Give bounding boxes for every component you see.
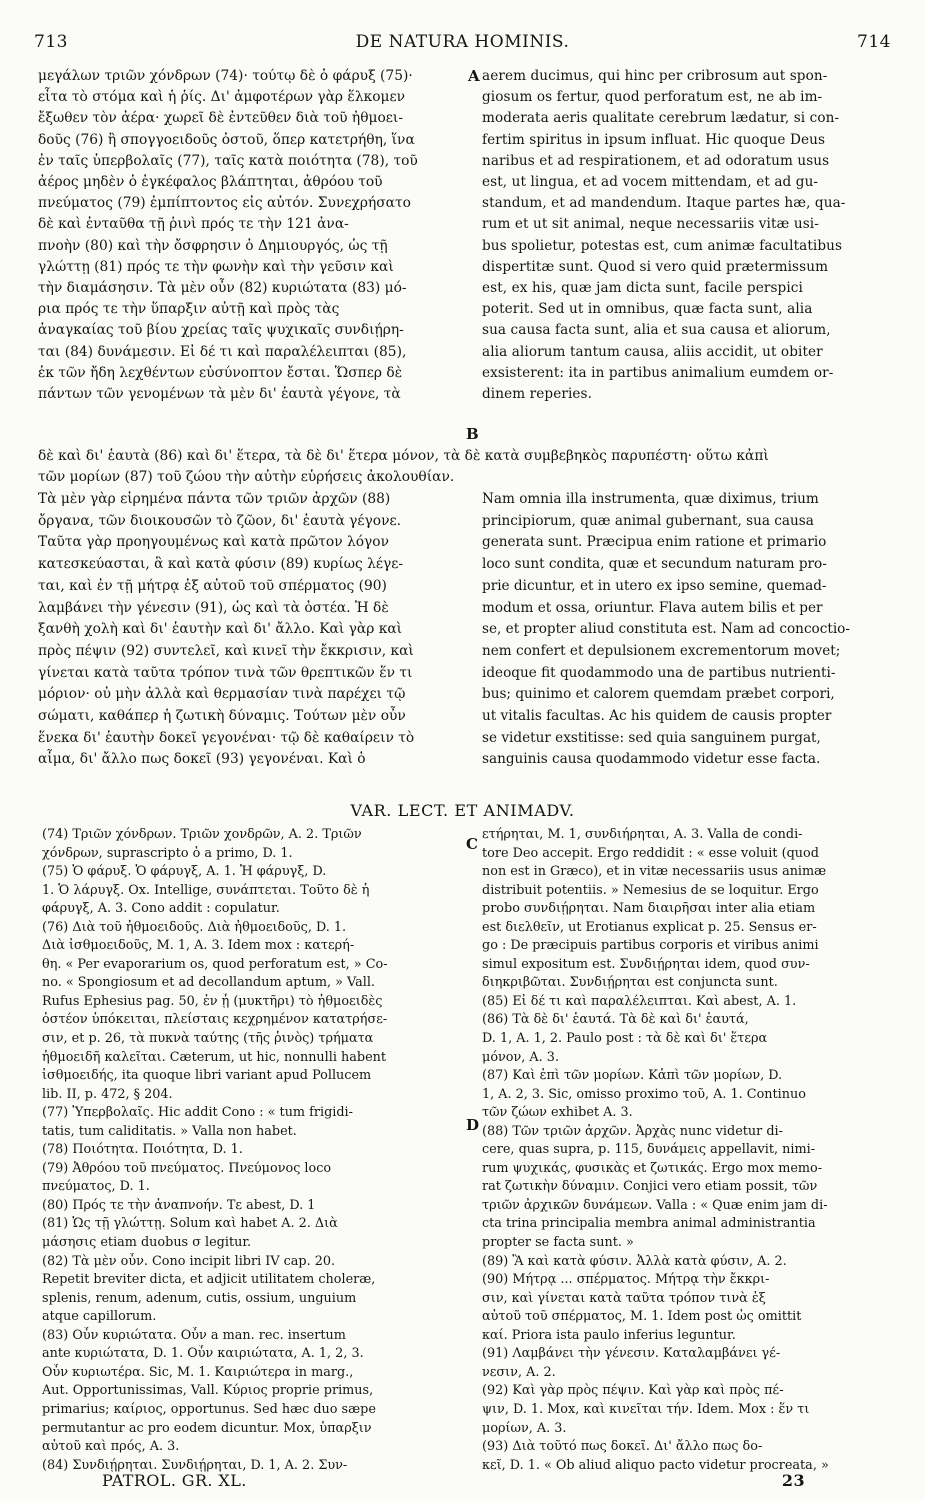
text-line: standum, et ad mandendum. Itaque partes hæ, qua- bbox=[482, 195, 846, 212]
latin-column-bottom bbox=[482, 489, 894, 771]
text-line: principiorum, quæ animal gubernant, sua causa bbox=[482, 512, 814, 529]
text-line: Ταῦτα γὰρ προηγουμένως καὶ κατὰ πρῶτον λόγον bbox=[38, 534, 389, 551]
text-line: tatis, tum caliditatis. » Valla non habet. bbox=[42, 1123, 297, 1139]
text-line: ται, καὶ ἐν τῇ μήτρᾳ ἐξ αὐτοῦ τοῦ σπέρματος (90) bbox=[38, 577, 387, 594]
text-line: loco sunt condita, quæ et secundum naturam pro- bbox=[482, 556, 827, 573]
text-line: γλώττῃ (81) πρός τε τὴν φωνὴν καὶ τὴν γεῦσιν καὶ bbox=[38, 258, 394, 275]
text-line: χόνδρων, suprascripto ὁ a primo, D. 1. bbox=[42, 845, 293, 861]
margin-letter-b: B bbox=[466, 425, 479, 443]
text-line: generata sunt. Præcipua enim ratione et primario bbox=[482, 534, 827, 551]
text-line: ἕνεκα δι' ἑαυτὴν δοκεῖ γεγονέναι· τῷ δὲ καθαίρειν τὸ bbox=[38, 729, 415, 746]
text-line: (91) Λαμβάνει τὴν γένεσιν. Καταλαμβάνει γέ- bbox=[482, 1346, 781, 1362]
text-line: bus; quinimo et calorem quemdam præbet corpori, bbox=[482, 686, 835, 703]
text-line: (86) Τὰ δὲ δι' ἑαυτά. Τὰ δὲ καὶ δι' ἑαυτά, bbox=[482, 1012, 749, 1028]
text-line: αἷμα, δι' ἄλλο πως δοκεῖ (93) γεγονέναι. Καὶ ὁ bbox=[38, 751, 366, 768]
latin-column-top bbox=[482, 66, 894, 405]
page-number-right: 714 bbox=[857, 32, 891, 52]
text-line: est διελθεῖν, ut Erotianus explicat p. 25. Sensus er- bbox=[482, 919, 817, 935]
greek-full-width-text bbox=[38, 446, 894, 488]
page-number-left: 713 bbox=[34, 32, 68, 52]
text-line: Οὖν κυριωτέρα. Sic, M. 1. Καιριώτερα in marg., bbox=[42, 1364, 354, 1380]
notes-column-left bbox=[42, 826, 462, 1475]
text-line: μεγάλων τριῶν χόνδρων (74)· τούτῳ δὲ ὁ φάρυξ (75)· bbox=[38, 68, 413, 84]
greek-column-bottom bbox=[38, 489, 468, 771]
text-line: est, ex his, quæ jam dicta sunt, facile perspici bbox=[482, 280, 803, 297]
text-line: ἐκ τῶν ἤδη λεχθέντων εὐσύνοπτον ἔσται. Ὥσπερ δὲ bbox=[38, 364, 403, 381]
text-line: ideoque fit quodammodo una de partibus nutrienti- bbox=[482, 664, 836, 681]
text-line: (87) Καὶ ἐπὶ τῶν μορίων. Κἀπὶ τῶν μορίων, D. bbox=[482, 1068, 783, 1084]
text-line: τὴν διαμάσησιν. Τὰ μὲν οὖν (82) κυριώτατα (83) μό- bbox=[38, 280, 407, 297]
text-line: καί. Priora ista paulo inferius leguntur. bbox=[482, 1327, 736, 1343]
text-line: (82) Τὰ μὲν οὖν. Cono incipit libri IV cap. 20. bbox=[42, 1253, 336, 1269]
text-line: μάσησις etiam duobus σ legitur. bbox=[42, 1235, 252, 1251]
text-line: simul expositum est. Συνδιῄρηται idem, quod συν- bbox=[482, 956, 810, 972]
text-line: αὐτοῦ τοῦ σπέρματος, M. 1. Idem post ὡς omittit bbox=[482, 1309, 802, 1325]
text-line: (76) Διὰ τοῦ ἠθμοειδοῦς. Διὰ ἠθμοειδοῦς, D. 1. bbox=[42, 919, 347, 935]
text-line: moderata aeris qualitate cerebrum lædatur, si con- bbox=[482, 110, 840, 127]
page-footer bbox=[34, 1471, 891, 1495]
text-line: δοῦς (76) ἢ σπογγοειδοῦς ὀστοῦ, ὅπερ κατετρήθη, ἵνα bbox=[38, 131, 415, 148]
text-line: (77) Ὑπερβολαῖς. Hic addit Cono : « tum frigidi- bbox=[42, 1105, 353, 1121]
text-line: sua causa facta sunt, alia et sua causa et aliorum, bbox=[482, 322, 831, 339]
text-line: πνοὴν (80) καὶ τὴν ὄσφρησιν ὁ Δημιουργός, ὡς τῇ bbox=[38, 237, 388, 254]
text-line: est, ut lingua, et ad vocem mittendam, et ad gu- bbox=[482, 174, 819, 191]
text-line: ut vitalis facultas. Ac his quidem de causis propter bbox=[482, 708, 832, 725]
text-line: φάρυγξ, A. 3. Cono addit : copulatur. bbox=[42, 901, 280, 917]
text-line: non est in Græco), et in vitæ necessariis usus animæ bbox=[482, 864, 827, 880]
page-header bbox=[34, 32, 891, 58]
text-line: lib. II, p. 472, § 204. bbox=[42, 1086, 173, 1102]
text-line: ἔξωθεν τὸν ἀέρα· χωρεῖ δὲ ἐντεῦθεν διὰ τοῦ ἠθμοει- bbox=[38, 110, 403, 127]
text-line: (80) Πρός τε τὴν ἀναπνοήν. Τε abest, D. 1 bbox=[42, 1197, 316, 1213]
text-line: no. « Spongiosum et ad decollandum aptum, » Vall. bbox=[42, 975, 375, 991]
text-line: dinem reperies. bbox=[482, 386, 593, 403]
text-line: go : De præcipuis partibus corporis et viribus animi bbox=[482, 938, 819, 954]
text-line: κατεσκεύασται, ἃ καὶ κατὰ φύσιν (89) κυρίως λέγε- bbox=[38, 556, 404, 573]
text-line: τριῶν ἀρχικῶν δυνάμεων. Valla : « Quæ enim jam di- bbox=[482, 1197, 828, 1213]
text-line: Τὰ μὲν γὰρ εἰρημένα πάντα τῶν τριῶν ἀρχῶν (88) bbox=[38, 491, 391, 507]
text-line: ante κυριώτατα, D. 1. Οὖν καιριώτατα, A. 1, 2, 3. bbox=[42, 1346, 364, 1362]
text-line: τῶν μορίων (87) τοῦ ζώου τὴν αὐτὴν εὑρήσεις ἀκολουθίαν. bbox=[38, 469, 455, 486]
text-line: ρια πρός τε τὴν ὕπαρξιν αὐτῇ καὶ πρὸς τὰς bbox=[38, 301, 340, 318]
text-line: πρὸς πέψιν (92) συντελεῖ, καὶ κινεῖ τὴν ἔκκρισιν, καὶ bbox=[38, 642, 414, 659]
text-line: μόνον, A. 3. bbox=[482, 1049, 560, 1065]
text-line: διηκριβῶται. Συνδιῄρηται est conjuncta sunt. bbox=[482, 975, 778, 991]
text-line: sanguinis causa quodammodo videtur esse facta. bbox=[482, 751, 821, 768]
text-line: distribuit potentiis. » Nemesius de se loquitur. Ergo bbox=[482, 882, 819, 898]
text-line: ἀναγκαίας τοῦ βίου χρείας ταῖς ψυχικαῖς συνδιῄρη- bbox=[38, 322, 404, 339]
text-line: ὄργανα, τῶν διοικουσῶν τὸ ζῶον, δι' ἑαυτὰ γέγονε. bbox=[38, 512, 402, 529]
text-line: alia aliorum tantum causa, aliis accidit, ut obiter bbox=[482, 343, 823, 360]
text-line: nem confert et depulsionem excrementorum movet; bbox=[482, 642, 841, 659]
text-line: θη. « Per evaporarium os, quod perforatum est, » Co- bbox=[42, 956, 388, 972]
text-line: rum ψυχικάς, φυσικὰς et ζωτικάς. Ergo mox memo- bbox=[482, 1160, 823, 1176]
text-line: (79) Ἀθρόου τοῦ πνεύματος. Πνεύμονος loco bbox=[42, 1160, 332, 1176]
text-line: primarius; καίριος, opportunus. Sed hæc duo sæpe bbox=[42, 1401, 376, 1417]
signature-number: 23 bbox=[781, 1471, 805, 1490]
text-line: (90) Μήτρᾳ ... σπέρματος. Μήτρᾳ τὴν ἔκκρι- bbox=[482, 1272, 770, 1288]
notes-heading: VAR. LECT. ET ANIMADV. bbox=[350, 801, 575, 820]
text-line: (92) Καὶ γὰρ πρὸς πέψιν. Καὶ γὰρ καὶ πρὸς πέ- bbox=[482, 1383, 784, 1399]
text-line: (88) Τῶν τριῶν ἀρχῶν. Ἀρχὰς nunc videtur di- bbox=[482, 1123, 783, 1139]
text-line: poterit. Sed ut in omnibus, quæ facta sunt, alia bbox=[482, 301, 813, 318]
text-line: exsisterent: ita in partibus animalium eumdem or- bbox=[482, 364, 834, 381]
text-line: μορίων, A. 3. bbox=[482, 1420, 567, 1436]
text-line: πνεύματος, D. 1. bbox=[42, 1179, 150, 1195]
text-line: (84) Συνδιῄρηται. Συνδιῄρηται, D. 1, A. 2. Συν- bbox=[42, 1457, 348, 1473]
text-line: Nam omnia illa instrumenta, quæ diximus, trium bbox=[482, 491, 819, 507]
text-line: ἠθμοειδῆ καλεῖται. Cæterum, ut hic, nonnulli habent bbox=[42, 1049, 387, 1065]
text-line: 1, A. 2, 3. Sic, omisso proximo τοῦ, A. 1. Continuo bbox=[482, 1086, 806, 1102]
greek-column-top bbox=[38, 66, 466, 405]
text-line: permutantur ac pro eodem dicuntur. Mox, ὑπαρξιν bbox=[42, 1420, 372, 1436]
text-line: εἶτα τὸ στόμα καὶ ἡ ῥίς. Δι' ἀμφοτέρων γὰρ ἕλκομεν bbox=[38, 89, 406, 106]
text-line: πάντων τῶν γενομένων τὰ μὲν δι' ἑαυτὰ γέγονε, τὰ bbox=[38, 386, 401, 403]
text-line: bus spolietur, potestas est, cum animæ facultatibus bbox=[482, 237, 843, 254]
text-line: atque capillorum. bbox=[42, 1309, 157, 1325]
text-line: cere, quas supra, p. 115, δυνάμεις appellavit, nimi- bbox=[482, 1142, 816, 1158]
text-line: giosum os fertur, quod perforatum est, ne ab im- bbox=[482, 89, 823, 106]
text-line: ὀστέον ὑπόκειται, πλείσταις κεχρημένον κατατρήσε- bbox=[42, 1012, 388, 1028]
text-line: γίνεται κατὰ ταῦτα τρόπον τινὰ τῶν θρεπτικῶν ἕν τι bbox=[38, 664, 413, 681]
running-title: DE NATURA HOMINIS. bbox=[355, 32, 570, 52]
text-line: σιν, καὶ γίνεται κατὰ ταῦτα τρόπον τινὰ ἐξ bbox=[482, 1290, 766, 1306]
signature-mark: PATROL. GR. XL. bbox=[102, 1471, 247, 1490]
text-line: 1. Ὁ λάρυγξ. Ox. Intellige, συνάπτεται. Τοῦτο δὲ ἡ bbox=[42, 882, 370, 898]
margin-letter-c: C bbox=[466, 835, 478, 853]
text-line: splenis, renum, adenum, cutis, ossium, unguium bbox=[42, 1290, 357, 1306]
text-line: Repetit breviter dicta, et adjicit utilitatem choleræ, bbox=[42, 1272, 376, 1288]
text-line: naribus et ad respirationem, et ad odoratum usus bbox=[482, 152, 830, 169]
text-line: ξανθὴ χολὴ καὶ δι' ἑαυτὴν καὶ δι' ἄλλο. Καὶ γὰρ καὶ bbox=[38, 621, 403, 638]
text-line: δὲ καὶ δι' ἑαυτὰ (86) καὶ δι' ἕτερα, τὰ δὲ δι' ἕτερα μόνον, τὰ δὲ κατὰ συμβεβηκὸς παρυπέστη· οὕτω κἀπὶ bbox=[38, 448, 769, 464]
text-line: probo συνδιῄρηται. Nam διαιρῆσαι inter alia etiam bbox=[482, 901, 816, 917]
text-line: ετήρηται, M. 1, συνδιήρηται, A. 3. Valla de condi- bbox=[482, 827, 803, 842]
margin-letter-d: D bbox=[466, 1116, 480, 1134]
text-line: se videtur exstitisse: sed quia sanguinem purgat, bbox=[482, 729, 821, 746]
text-line: μόριον· οὐ μὴν ἀλλὰ καὶ θερμασίαν τινὰ παρέχει τῷ bbox=[38, 686, 406, 703]
text-line: (93) Διὰ τοῦτό πως δοκεῖ. Δι' ἄλλο πως δο- bbox=[482, 1439, 763, 1455]
text-line: αὐτοῦ καὶ πρός, A. 3. bbox=[42, 1439, 180, 1455]
text-line: τῶν ζώων exhibet A. 3. bbox=[482, 1105, 633, 1121]
text-line: tore Deo accepit. Ergo reddidit : « esse voluit (quod bbox=[482, 845, 819, 861]
text-line: propter se facta sunt. » bbox=[482, 1235, 634, 1251]
text-line: (85) Εἰ δέ τι καὶ παραλέλειπται. Καὶ abest, A. 1. bbox=[482, 993, 797, 1009]
text-line: (75) Ὁ φάρυξ. Ὁ φάρυγξ, A. 1. Ἡ φάρυγξ, D. bbox=[42, 864, 327, 880]
text-line: ἰσθμοειδής, ita quoque libri variant apud Pollucem bbox=[42, 1068, 372, 1084]
text-line: σώματι, καθάπερ ἡ ζωτικὴ δύναμις. Τούτων μὲν οὖν bbox=[38, 708, 406, 725]
text-line: rum et ut sit animal, neque necessariis vitæ usi- bbox=[482, 216, 819, 233]
text-line: prie dicuntur, et in utero ex ipso semine, quemad- bbox=[482, 577, 827, 594]
text-line: Rufus Ephesius pag. 50, ἐν ᾗ (μυκτῆρι) τὸ ἠθμοειδὲς bbox=[42, 993, 383, 1009]
text-line: fertim spiritus in ipsum influat. Hic quoque Deus bbox=[482, 131, 826, 148]
text-line: Aut. Opportunissimas, Vall. Κύριος proprie primus, bbox=[42, 1383, 374, 1399]
text-line: ἐν ταῖς ὑπερβολαῖς (77), ταῖς κατὰ ποιότητα (78), τοῦ bbox=[38, 152, 418, 169]
text-line: (78) Ποιότητα. Ποιότητα, D. 1. bbox=[42, 1142, 243, 1158]
text-line: D. 1, A. 1, 2. Paulo post : τὰ δὲ καὶ δι' ἕτερα bbox=[482, 1031, 768, 1047]
text-line: (81) Ὡς τῇ γλώττῃ. Solum καὶ habet A. 2. Διὰ bbox=[42, 1216, 338, 1232]
margin-letter-a: A bbox=[468, 67, 480, 85]
text-line: (83) Οὖν κυριώτατα. Οὖν a man. rec. insertum bbox=[42, 1327, 346, 1343]
text-line: Διὰ ἰσθμοειδοῦς, M. 1, A. 3. Idem mox : κατερή- bbox=[42, 938, 355, 954]
text-line: ται (84) δυνάμεσιν. Εἰ δέ τι καὶ παραλέλειπται (85), bbox=[38, 343, 407, 360]
text-line: σιν, et p. 26, τὰ πυκνὰ ταύτης (τῆς ῥινὸς) τρήματα bbox=[42, 1031, 374, 1047]
text-line: (89) Ἃ καὶ κατὰ φύσιν. Ἀλλὰ κατὰ φύσιν, A. 2. bbox=[482, 1253, 787, 1269]
text-line: δὲ καὶ ἐνταῦθα τῇ ῥινὶ πρός τε τὴν 121 ἀνα- bbox=[38, 216, 349, 233]
text-line: πνεύματος (79) ἐμπίπτοντος εἰς αὐτόν. Συνεχρήσατο bbox=[38, 195, 411, 212]
text-line: rat ζωτικὴν δύναμιν. Conjici vero etiam possit, τῶν bbox=[482, 1179, 818, 1195]
text-line: νεσιν, A. 2. bbox=[482, 1364, 556, 1380]
text-line: κεῖ, D. 1. « Ob aliud aliquo pacto videtur procreata, » bbox=[482, 1457, 829, 1473]
text-line: cta trina principalia membra animal administrantia bbox=[482, 1216, 816, 1232]
text-line: ψιν, D. 1. Mox, καὶ κινεῖται τήν. Idem. Mox : ἕν τι bbox=[482, 1401, 810, 1417]
text-line: se, et propter aliud constituta est. Nam ad concoctio- bbox=[482, 621, 850, 638]
text-line: (74) Τριῶν χόνδρων. Τριῶν χονδρῶν, A. 2. Τριῶν bbox=[42, 827, 362, 842]
notes-column-right bbox=[482, 826, 896, 1475]
text-line: aerem ducimus, qui hinc per cribrosum aut spon- bbox=[482, 68, 828, 84]
text-line: ἀέρος μηδὲν ὁ ἐγκέφαλος βλάπτηται, ἀθρόου τοῦ bbox=[38, 174, 383, 191]
text-line: λαμβάνει τὴν γένεσιν (91), ὡς καὶ τὰ ὀστέα. Ἡ δὲ bbox=[38, 599, 389, 616]
text-line: dispertitæ sunt. Quod si vero quid prætermissum bbox=[482, 258, 829, 275]
text-line: modum et ossa, oriuntur. Flava autem bilis et per bbox=[482, 599, 823, 616]
